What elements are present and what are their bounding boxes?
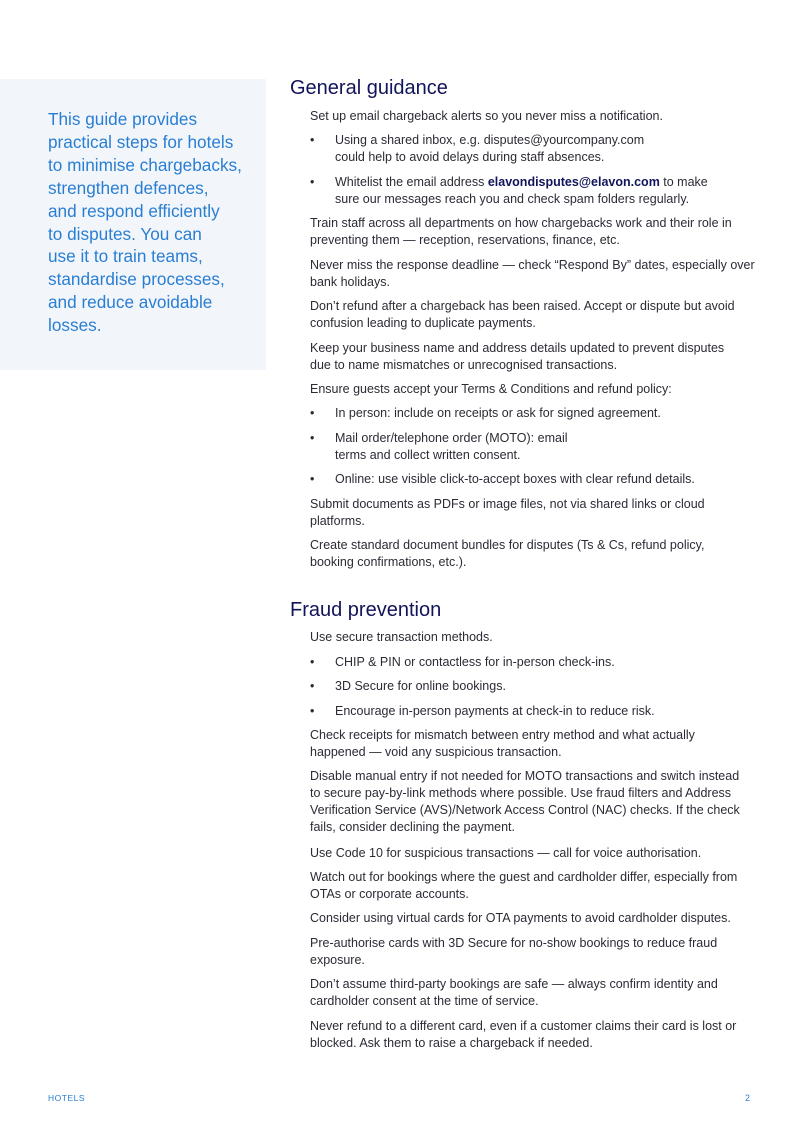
bullet-dot: • <box>310 679 315 693</box>
paragraph-line: Verification Service (AVS)/Network Access Control (NAC) checks. If the check <box>310 803 740 817</box>
bullet-line <box>335 174 755 191</box>
paragraph-line: OTAs or corporate accounts. <box>310 887 469 901</box>
paragraph-line: confusion leading to duplicate payments. <box>310 316 536 330</box>
paragraph-line: Use secure transaction methods. <box>310 630 493 644</box>
paragraph-line: Create standard document bundles for disputes (Ts & Cs, refund policy, <box>310 538 705 552</box>
paragraph-line: to secure pay-by-link methods where possible. Use fraud filters and Address <box>310 786 732 800</box>
paragraph <box>310 910 760 927</box>
bullet-dot: • <box>310 406 315 420</box>
section-heading-general: General guidance <box>290 77 448 99</box>
sidebar-line: use it to train teams, <box>48 246 203 267</box>
bullet-line: sure our messages reach you and check spam folders regularly. <box>335 192 690 206</box>
paragraph <box>310 298 760 332</box>
sidebar-line: and reduce avoidable <box>48 292 213 313</box>
paragraph-line: Check receipts for mismatch between entry method and what actually <box>310 728 695 742</box>
section-heading-fraud: Fraud prevention <box>290 599 442 621</box>
paragraph-line: Don’t assume third-party bookings are safe — always confirm identity and <box>310 977 718 991</box>
paragraph-line: preventing them — reception, reservations, finance, etc. <box>310 233 620 247</box>
bullet-line: Using a shared inbox, e.g. disputes@yourcompany.com <box>335 133 645 147</box>
paragraph-line: booking confirmations, etc.). <box>310 555 467 569</box>
paragraph <box>310 340 760 374</box>
sidebar-intro <box>48 108 258 337</box>
paragraph <box>310 215 760 249</box>
email-address: elavondisputes@elavon.com <box>487 175 660 189</box>
paragraph-line: blocked. Ask them to raise a chargeback if needed. <box>310 1036 593 1050</box>
paragraph-line: happened — void any suspicious transaction. <box>310 745 562 759</box>
paragraph-line: Never refund to a different card, even if a customer claims their card is lost or <box>310 1019 737 1033</box>
paragraph-line: Pre-authorise cards with 3D Secure for no-show bookings to reduce fraud <box>310 936 718 950</box>
paragraph-line: due to name mismatches or unrecognised transactions. <box>310 358 618 372</box>
paragraph-line: Watch out for bookings where the guest and cardholder differ, especially from <box>310 870 738 884</box>
sidebar-line: standardise processes, <box>48 269 225 290</box>
paragraph-line: fails, consider declining the payment. <box>310 820 515 834</box>
paragraph-line: Set up email chargeback alerts so you never miss a notification. <box>310 109 663 123</box>
paragraph-line: Disable manual entry if not needed for MOTO transactions and switch instead <box>310 769 740 783</box>
paragraph-line: Don’t refund after a chargeback has been raised. Accept or dispute but avoid <box>310 299 735 313</box>
bullet-text: Whitelist the email address <box>335 175 488 189</box>
sidebar-line: This guide provides <box>48 109 198 129</box>
paragraph-line: bank holidays. <box>310 275 390 289</box>
paragraph-line: Keep your business name and address details updated to prevent disputes <box>310 341 725 355</box>
paragraph-line: Consider using virtual cards for OTA payments to avoid cardholder disputes. <box>310 911 731 925</box>
bullet-dot: • <box>310 472 315 486</box>
bullet-dot: • <box>310 704 315 718</box>
sidebar-line: to disputes. You can <box>48 223 202 244</box>
bullet-dot: • <box>310 655 315 669</box>
bullet-line: could help to avoid delays during staff absences. <box>335 150 605 164</box>
paragraph <box>310 496 760 530</box>
paragraph <box>310 869 760 903</box>
bullet-text: to make <box>659 175 708 189</box>
paragraph <box>310 935 760 969</box>
paragraph <box>310 537 760 571</box>
paragraph <box>310 629 760 646</box>
paragraph <box>310 108 760 125</box>
bullet-line: Online: use visible click-to-accept boxes with clear refund details. <box>335 472 695 486</box>
bullet-line: terms and collect written consent. <box>335 448 521 462</box>
bullet-dot: • <box>310 431 315 445</box>
paragraph-line: exposure. <box>310 953 365 967</box>
paragraph <box>310 768 760 836</box>
sidebar-line: and respond efficiently <box>48 200 220 221</box>
paragraph <box>310 976 760 1010</box>
sidebar-line: practical steps for hotels <box>48 131 234 152</box>
sidebar-line: losses. <box>48 315 102 336</box>
bullet-line: CHIP & PIN or contactless for in-person check-ins. <box>335 655 615 669</box>
paragraph-line: platforms. <box>310 514 365 528</box>
paragraph-line: Submit documents as PDFs or image files, not via shared links or cloud <box>310 497 705 511</box>
bullet-dot: • <box>310 133 315 147</box>
paragraph-line: Ensure guests accept your Terms & Conditions and refund policy: <box>310 382 672 396</box>
paragraph <box>310 257 760 291</box>
bullet-line: Encourage in-person payments at check-in to reduce risk. <box>335 704 655 718</box>
footer-section-label: HOTELS <box>48 1093 86 1103</box>
paragraph-line: Use Code 10 for suspicious transactions — call for voice authorisation. <box>310 846 702 860</box>
paragraph <box>310 381 760 398</box>
paragraph-line: Train staff across all departments on how chargebacks work and their role in <box>310 216 732 230</box>
paragraph <box>310 1018 760 1052</box>
page-number: 2 <box>745 1093 751 1103</box>
sidebar-line: to minimise chargebacks, <box>48 154 242 175</box>
paragraph-line: cardholder consent at the time of service. <box>310 994 539 1008</box>
bullet-line: 3D Secure for online bookings. <box>335 679 506 693</box>
paragraph-line: Never miss the response deadline — check “Respond By” dates, especially over <box>310 258 755 272</box>
paragraph <box>310 727 760 761</box>
sidebar-line: strengthen defences, <box>48 177 209 198</box>
paragraph <box>310 845 760 862</box>
bullet-dot: • <box>310 175 315 189</box>
bullet-line: Mail order/telephone order (MOTO): email <box>335 431 568 445</box>
bullet-line: In person: include on receipts or ask for signed agreement. <box>335 406 661 420</box>
